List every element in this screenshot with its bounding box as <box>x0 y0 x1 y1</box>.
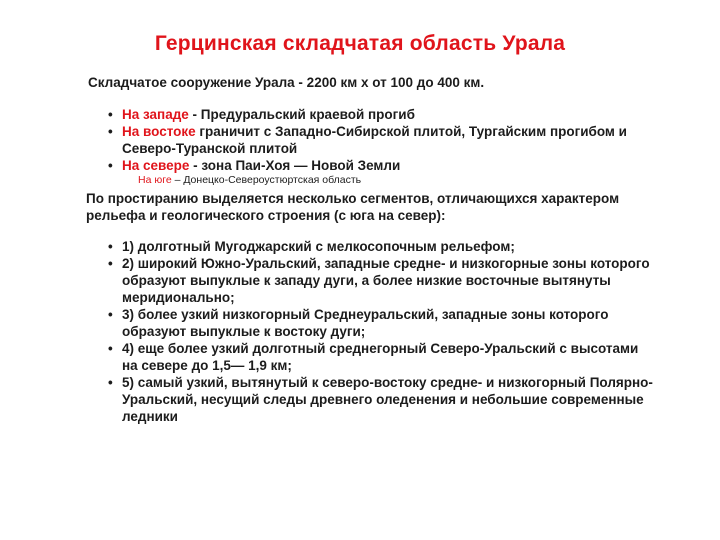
segments-intro: По простиранию выделяется несколько сегментов, отличающихся характером рельефа и геологического строения (с юга на север): <box>86 191 620 223</box>
segment-item: • 3) более узкий низкогорный Среднеуральский, западные зоны которого образуют выпуклые к востоку дуги; <box>108 306 653 340</box>
border-lead: На севере <box>122 158 190 173</box>
south-lead: На юге <box>138 174 172 186</box>
segment-item: • 5) самый узкий, вытянутый к северо-востоку средне- и низкогорный Полярно-Уральский, несущий следы древнего оледенения и небольшие современные ледники <box>108 374 653 425</box>
border-south <box>138 174 361 186</box>
segment-item: • 1) долготный Мугоджарский с мелкосопочным рельефом; <box>108 238 653 255</box>
border-text: граничит с Западно-Сибирской плитой, Тургайским прогибом и Северо-Туранской плитой <box>122 124 627 156</box>
segment-item: • 2) широкий Южно-Уральский, западные средне- и низкогорные зоны которого образуют выпуклые к западу дуги, а более низкие восточные вытянуты меридионально; <box>108 255 653 306</box>
segments-list <box>108 238 653 425</box>
border-lead: На западе <box>122 107 189 122</box>
borders-list <box>108 106 648 174</box>
slide-title: Герцинская складчатая область Урала <box>154 32 566 55</box>
border-text: - зона Паи-Хоя — Новой Земли <box>189 158 401 173</box>
south-text: – Донецко-Североустюртская область <box>171 174 362 186</box>
intro-line: Складчатое сооружение Урала - 2200 км х от 100 до 400 км. <box>88 75 485 90</box>
segment-item: • 4) еще более узкий долготный среднегорный Северо-Уральский с высотами на севере до 1,5— 1,9 км; <box>108 340 653 374</box>
border-north <box>108 157 648 174</box>
border-lead: На востоке <box>122 124 196 139</box>
border-east <box>108 123 648 157</box>
border-text: - Предуральский краевой прогиб <box>188 107 415 122</box>
border-west <box>108 106 648 123</box>
